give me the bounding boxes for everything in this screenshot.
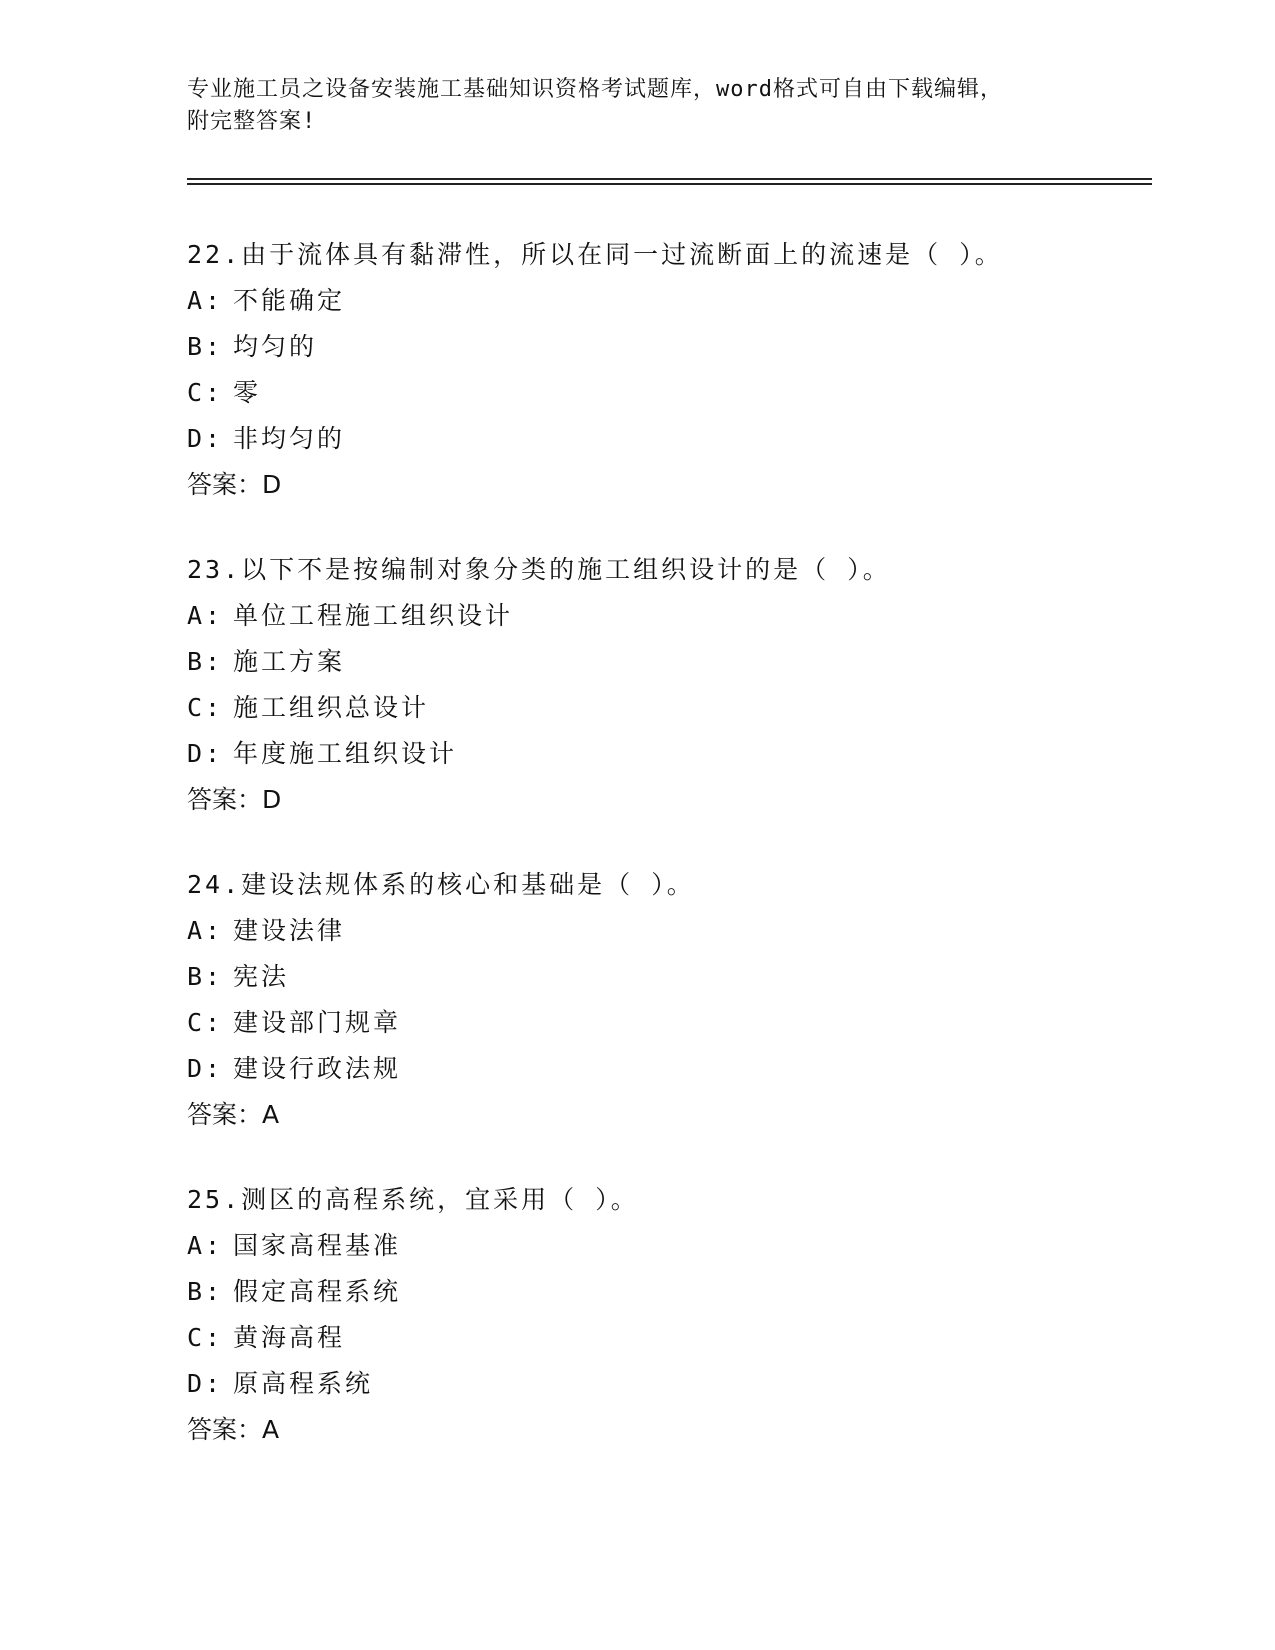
question-title: 23.以下不是按编制对象分类的施工组织设计的是（ ）。 — [187, 555, 891, 584]
option-a — [187, 908, 1147, 954]
option-text: 均匀的 — [233, 332, 318, 361]
option-d — [187, 416, 1147, 462]
option-letter: B: — [187, 962, 224, 991]
option-letter: D: — [187, 739, 224, 768]
option-c — [187, 1315, 1147, 1361]
option-text: 不能确定 — [233, 286, 346, 315]
option-text: 零 — [233, 378, 262, 407]
header-line-2: 附完整答案! — [187, 109, 317, 134]
option-c — [187, 685, 1147, 731]
option-a — [187, 278, 1147, 324]
option-c — [187, 1000, 1147, 1046]
header-divider-top — [187, 178, 1152, 180]
option-a — [187, 593, 1147, 639]
option-text: 国家高程基准 — [233, 1231, 402, 1260]
option-b — [187, 954, 1147, 1000]
option-letter: A: — [187, 286, 224, 315]
answer-line: 答案：A — [187, 1415, 280, 1444]
answer-line: 答案：D — [187, 785, 282, 814]
option-text: 假定高程系统 — [233, 1277, 402, 1306]
option-letter: A: — [187, 601, 224, 630]
option-text: 施工组织总设计 — [233, 693, 430, 722]
option-text: 建设法律 — [233, 916, 346, 945]
option-letter: B: — [187, 332, 224, 361]
option-text: 建设行政法规 — [233, 1054, 402, 1083]
answer-line: 答案：D — [187, 470, 282, 499]
question-title: 25.测区的高程系统，宜采用（ ）。 — [187, 1185, 639, 1214]
question-23 — [187, 547, 1147, 823]
option-text: 建设部门规章 — [233, 1008, 402, 1037]
question-22 — [187, 232, 1147, 508]
option-text: 年度施工组织设计 — [233, 739, 458, 768]
option-text: 宪法 — [233, 962, 290, 991]
answer-line: 答案：A — [187, 1100, 280, 1129]
option-letter: C: — [187, 1323, 224, 1352]
option-letter: D: — [187, 424, 224, 453]
document-header — [187, 74, 1107, 138]
option-letter: A: — [187, 1231, 224, 1260]
option-text: 原高程系统 — [233, 1369, 374, 1398]
option-letter: C: — [187, 1008, 224, 1037]
option-d — [187, 731, 1147, 777]
option-b — [187, 324, 1147, 370]
option-text: 黄海高程 — [233, 1323, 346, 1352]
option-letter: D: — [187, 1054, 224, 1083]
header-line-1: 专业施工员之设备安装施工基础知识资格考试题库，word格式可自由下载编辑， — [187, 77, 1003, 102]
option-letter: D: — [187, 1369, 224, 1398]
option-text: 单位工程施工组织设计 — [233, 601, 514, 630]
option-c — [187, 370, 1147, 416]
question-24 — [187, 862, 1147, 1138]
option-a — [187, 1223, 1147, 1269]
option-b — [187, 639, 1147, 685]
option-letter: C: — [187, 693, 224, 722]
header-divider-bottom — [187, 183, 1152, 185]
option-text: 非均匀的 — [233, 424, 346, 453]
option-letter: A: — [187, 916, 224, 945]
question-title: 24.建设法规体系的核心和基础是（ ）。 — [187, 870, 695, 899]
question-25 — [187, 1177, 1147, 1453]
option-letter: B: — [187, 647, 224, 676]
question-title: 22.由于流体具有黏滞性，所以在同一过流断面上的流速是（ ）。 — [187, 240, 1003, 269]
option-b — [187, 1269, 1147, 1315]
option-letter: B: — [187, 1277, 224, 1306]
option-d — [187, 1361, 1147, 1407]
option-text: 施工方案 — [233, 647, 346, 676]
option-d — [187, 1046, 1147, 1092]
option-letter: C: — [187, 378, 224, 407]
